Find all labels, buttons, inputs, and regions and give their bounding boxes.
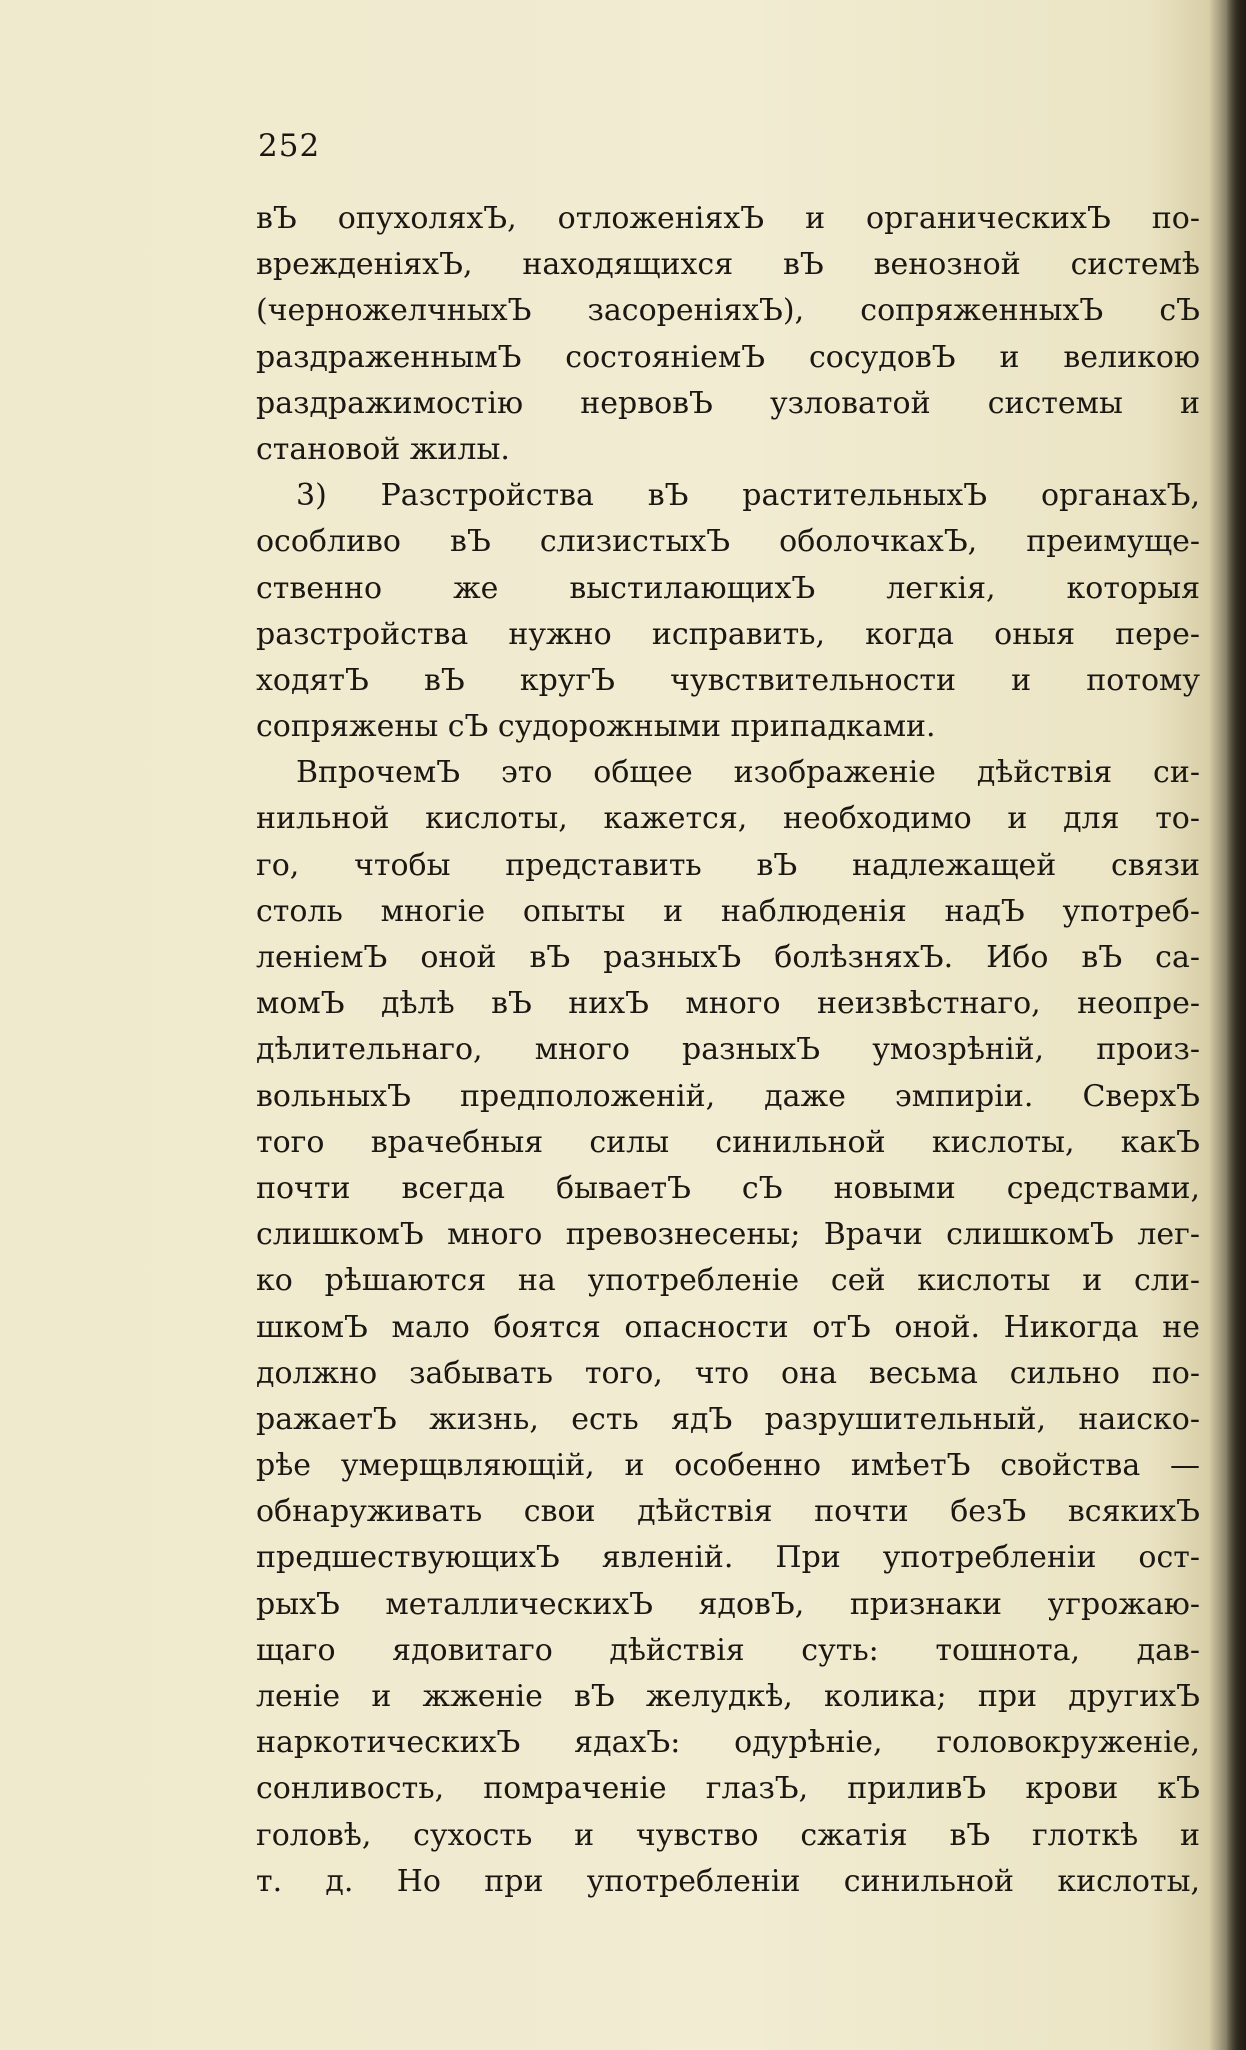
text-line: шкомЪ мало боятся опасности отЪ оной. Никогда не: [256, 1309, 1200, 1345]
text-line: почти всегда бываетЪ сЪ новыми средствами,: [256, 1170, 1200, 1206]
text-line: должно забывать того, что она весьма сильно по-: [256, 1355, 1200, 1391]
text-line: щаго ядовитаго дѣйствiя суть: тошнота, дав-: [256, 1632, 1200, 1668]
text-line: дѣлительнаго, много разныхЪ умозрѣнiй, произ-: [256, 1032, 1200, 1068]
text-line: ходятЪ вЪ кругЪ чувствительности и потому: [256, 662, 1200, 698]
text-line: ственно же выстилающихЪ легкiя, которыя: [256, 570, 1200, 606]
text-line: врежденiяхЪ, находящихся вЪ венозной системѣ: [256, 247, 1200, 283]
text-line: ко рѣшаются на употребленiе сей кислоты и сли-: [256, 1263, 1200, 1299]
page-number: 252: [258, 128, 321, 164]
page-text: [256, 196, 1200, 1905]
text-line: ражаетЪ жизнь, есть ядЪ разрушительный, наиско-: [256, 1401, 1200, 1437]
text-line: столь многiе опыты и наблюденiя надЪ употреб-: [256, 893, 1200, 929]
page-binding-shadow: [1226, 0, 1246, 2050]
text-line: т. д. Но при употребленiи синильной кислоты,: [256, 1863, 1200, 1899]
text-line: разстройства нужно исправить, когда оныя пере-: [256, 616, 1200, 652]
text-line: сопряжены сЪ судорожными припадками.: [256, 709, 936, 745]
text-line: ленiемЪ оной вЪ разныхЪ болѣзняхЪ. Ибо вЪ са-: [256, 940, 1200, 975]
text-line: рѣе умерщвляющiй, и особенно имѣетЪ свойства —: [256, 1448, 1200, 1484]
text-line: вольныхЪ предположенiй, даже эмпирiи. СверхЪ: [256, 1078, 1200, 1114]
text-line: наркотическихЪ ядахЪ: одурѣнiе, головокруженiе,: [256, 1725, 1200, 1761]
text-line: предшествующихЪ явленiй. При употребленiи ост-: [256, 1540, 1200, 1576]
text-line: головѣ, сухость и чувство сжатiя вЪ глоткѣ и: [256, 1817, 1200, 1853]
text-line: сонливость, помраченiе глазЪ, приливЪ крови кЪ: [256, 1771, 1200, 1807]
text-line: раздражимостiю нервовЪ узловатой системы и: [256, 385, 1200, 421]
text-line: раздраженнымЪ состоянiемЪ сосудовЪ и великою: [256, 339, 1200, 375]
text-line: становой жилы.: [256, 431, 510, 467]
text-line: ВпрочемЪ это общее изображенiе дѣйствiя си-: [296, 755, 1200, 791]
text-line: ленiе и жженiе вЪ желудкѣ, колика; при другихЪ: [256, 1679, 1200, 1714]
text-line: слишкомЪ много превознесены; Врачи слишкомЪ лег-: [256, 1217, 1200, 1253]
text-line: (черножелчныхЪ засоренiяхЪ), сопряженныхЪ сЪ: [256, 293, 1200, 329]
text-line: 3) Разстройства вЪ растительныхЪ органахЪ,: [296, 478, 1200, 514]
text-line: нильной кислоты, кажется, необходимо и для то-: [256, 801, 1200, 837]
text-line: рыхЪ металлическихЪ ядовЪ, признаки угрожаю-: [256, 1586, 1200, 1622]
text-line: вЪ опухоляхЪ, отложенiяхЪ и органическихЪ по-: [256, 201, 1200, 236]
text-line: момЪ дѣлѣ вЪ нихЪ много неизвѣстнаго, неопре-: [256, 986, 1200, 1022]
text-line: того врачебныя силы синильной кислоты, какЪ: [256, 1124, 1200, 1160]
text-line: особливо вЪ слизистыхЪ оболочкахЪ, преимуще-: [256, 524, 1200, 560]
text-line: обнаруживать свои дѣйствiя почти безЪ всякихЪ: [256, 1494, 1200, 1530]
text-line: го, чтобы представить вЪ надлежащей связи: [256, 847, 1200, 883]
